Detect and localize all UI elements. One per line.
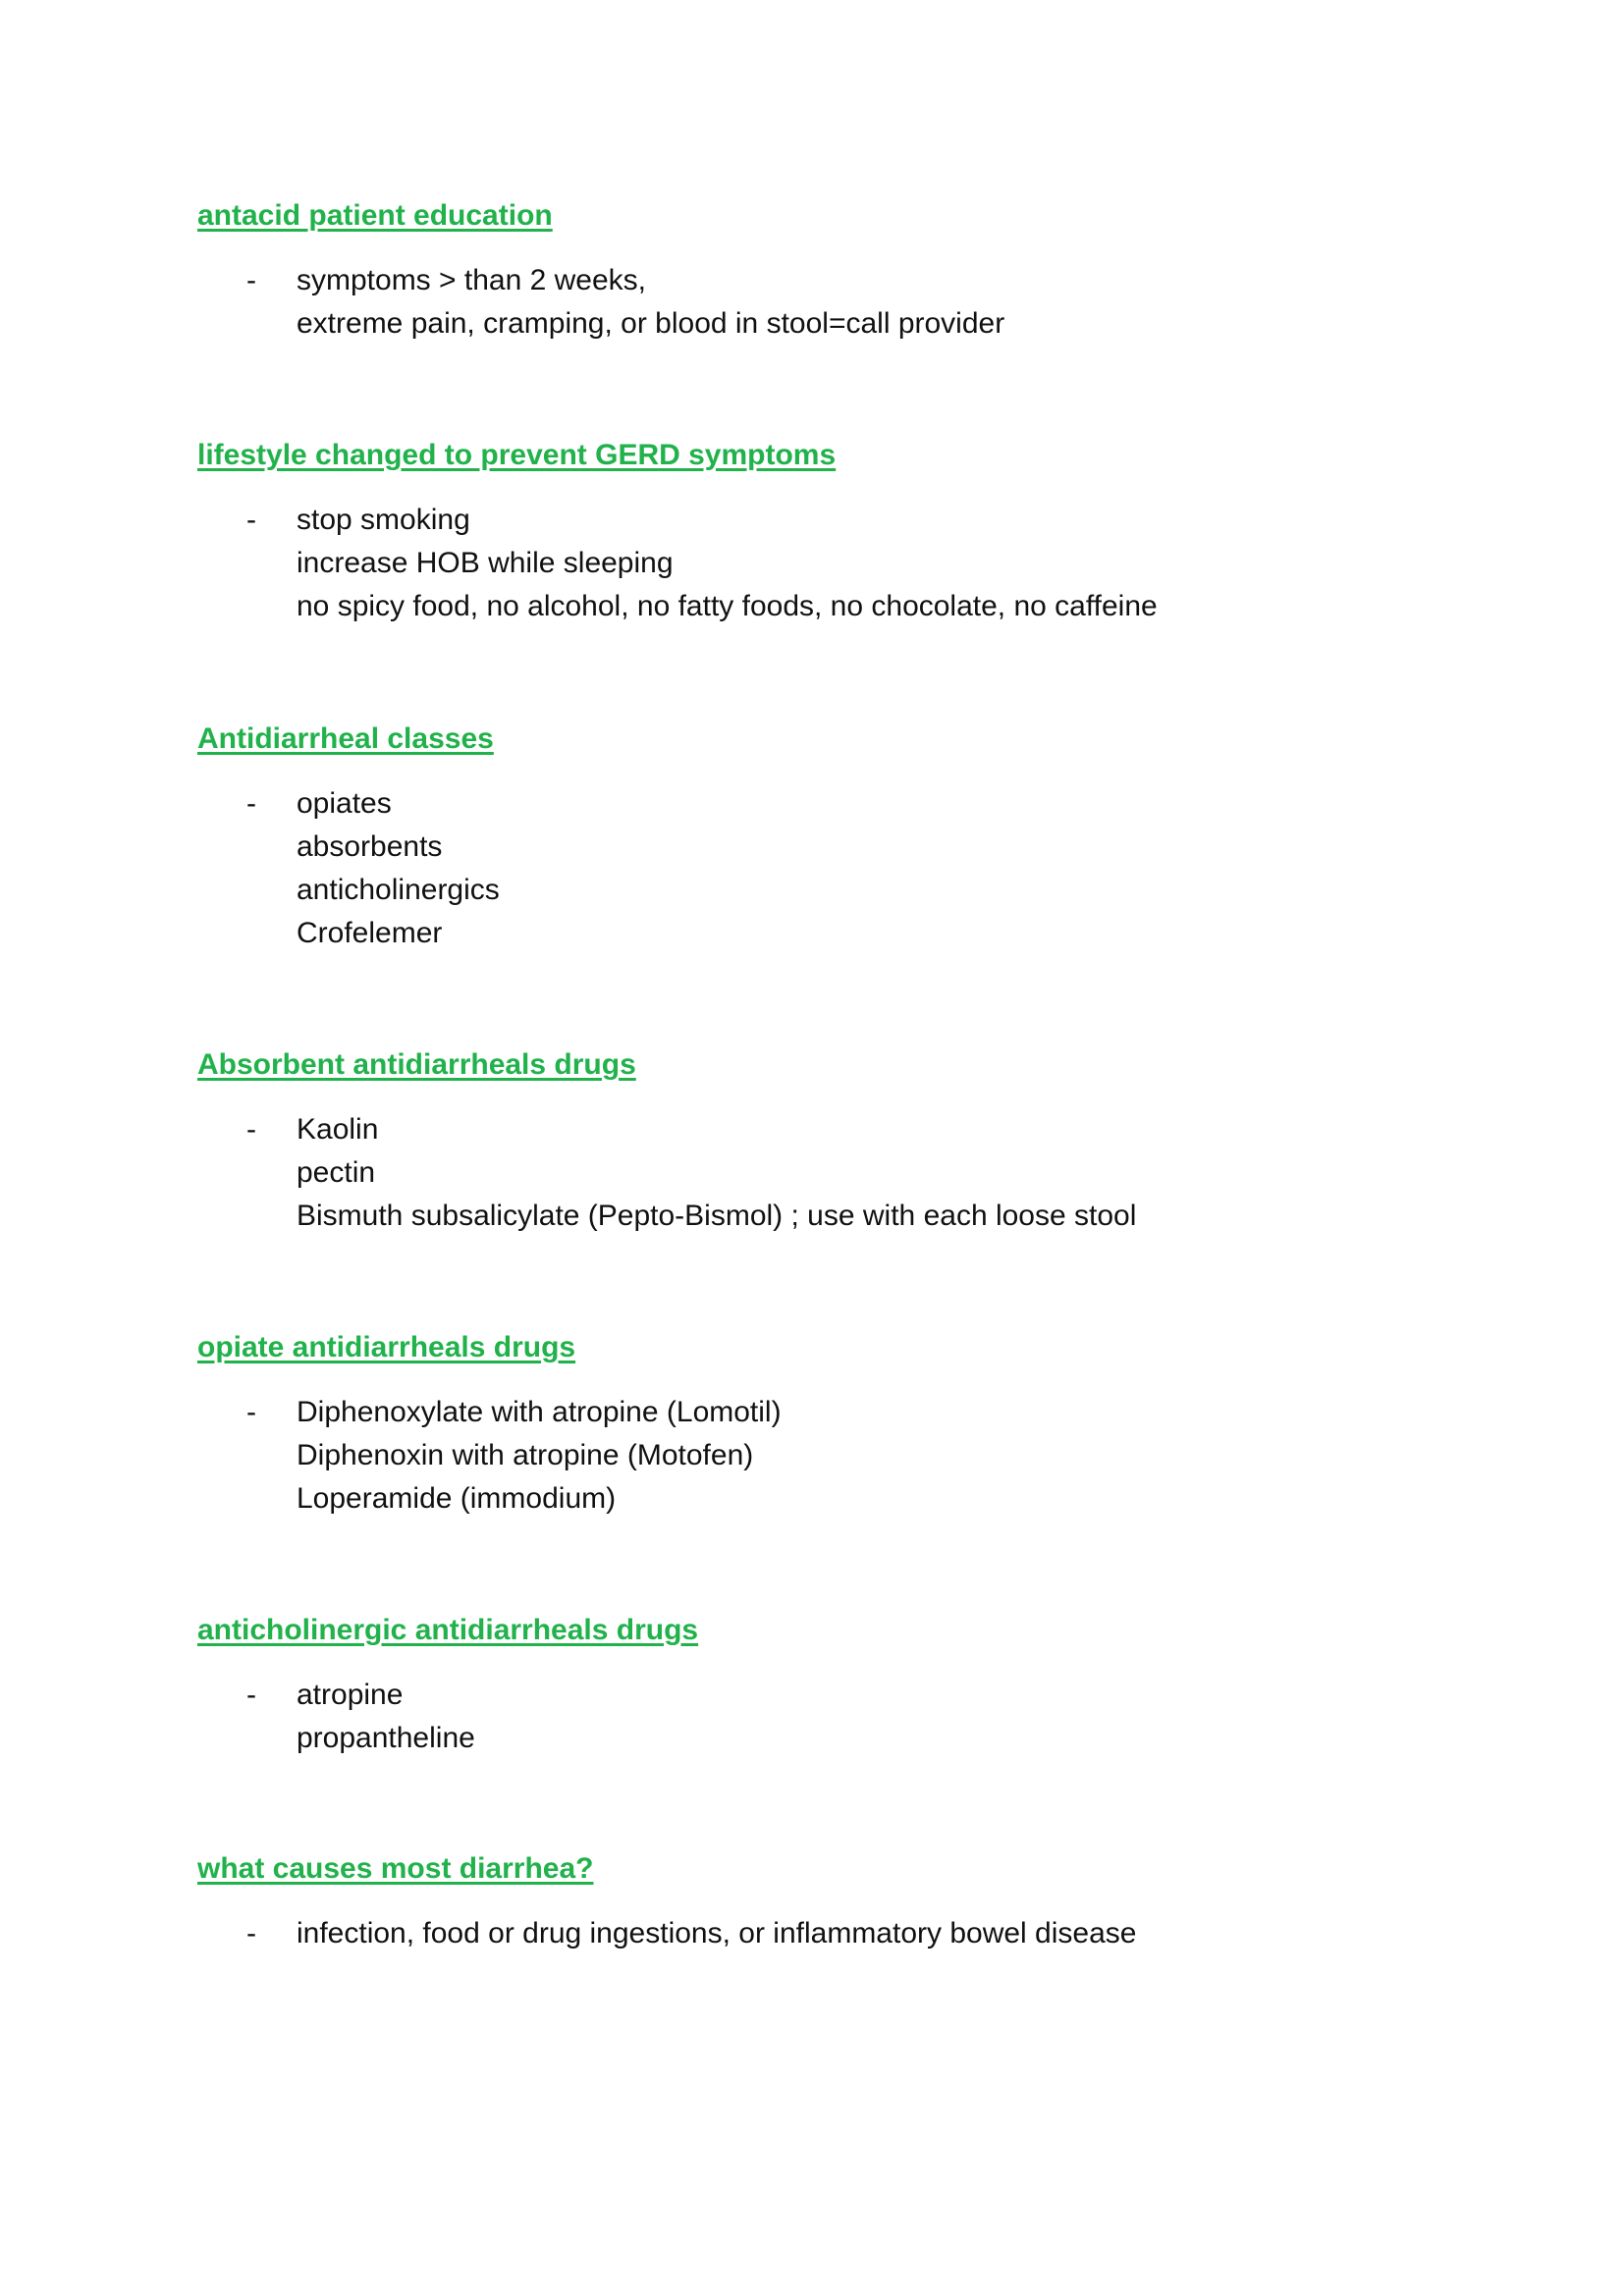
bullet-line: Bismuth subsalicylate (Pepto-Bismol) ; use with each loose stool — [297, 1200, 1137, 1232]
bullet-line: infection, food or drug ingestions, or inflammatory bowel disease — [297, 1917, 1137, 1949]
bullet-dash: - — [246, 264, 256, 296]
bullet-line: increase HOB while sleeping — [297, 547, 674, 579]
bullet-line: pectin — [297, 1156, 376, 1189]
bullet-dash: - — [246, 1917, 256, 1949]
section-anticholinergic-antidiarrheals — [197, 1609, 1474, 1760]
bullet-line: no spicy food, no alcohol, no fatty foods, no chocolate, no caffeine — [297, 590, 1158, 622]
bullet-line: absorbents — [297, 830, 443, 863]
bullet-line: atropine — [297, 1679, 404, 1711]
bullet-line: anticholinergics — [297, 874, 500, 906]
bullet-item — [197, 1108, 1474, 1238]
section-antacid-patient-education — [197, 194, 1474, 346]
section-causes-of-diarrhea — [197, 1847, 1474, 1955]
bullet-item — [197, 1391, 1474, 1521]
bullet-item — [197, 782, 1474, 955]
bullet-line: symptoms > than 2 weeks, — [297, 264, 646, 296]
bullet-line: extreme pain, cramping, or blood in stool=call provider — [297, 307, 1005, 340]
bullet-dash: - — [246, 1113, 256, 1146]
section-heading: lifestyle changed to prevent GERD symptoms — [197, 439, 837, 471]
bullet-line: Diphenoxin with atropine (Motofen) — [297, 1439, 754, 1471]
section-heading: anticholinergic antidiarrheals drugs — [197, 1614, 699, 1646]
bullet-line: stop smoking — [297, 504, 470, 536]
bullet-line: Loperamide (immodium) — [297, 1482, 617, 1515]
bullet-line: Crofelemer — [297, 917, 443, 949]
bullet-line: Diphenoxylate with atropine (Lomotil) — [297, 1396, 782, 1428]
bullet-dash: - — [246, 787, 256, 820]
bullet-line: Kaolin — [297, 1113, 379, 1146]
section-heading: Antidiarrheal classes — [197, 722, 494, 755]
bullet-line: propantheline — [297, 1722, 475, 1754]
bullet-dash: - — [246, 504, 256, 536]
section-heading: Absorbent antidiarrheals drugs — [197, 1048, 636, 1081]
bullet-item — [197, 1674, 1474, 1760]
section-antidiarrheal-classes — [197, 718, 1474, 955]
section-heading: opiate antidiarrheals drugs — [197, 1331, 576, 1363]
section-gerd-lifestyle — [197, 434, 1474, 628]
bullet-dash: - — [246, 1679, 256, 1711]
bullet-item — [197, 259, 1474, 346]
section-opiate-antidiarrheals — [197, 1326, 1474, 1521]
bullet-line: opiates — [297, 787, 392, 820]
section-heading: antacid patient education — [197, 199, 553, 232]
bullet-dash: - — [246, 1396, 256, 1428]
section-heading: what causes most diarrhea? — [197, 1852, 594, 1885]
bullet-item — [197, 1912, 1474, 1955]
section-absorbent-antidiarrheals — [197, 1043, 1474, 1238]
bullet-item — [197, 499, 1474, 628]
